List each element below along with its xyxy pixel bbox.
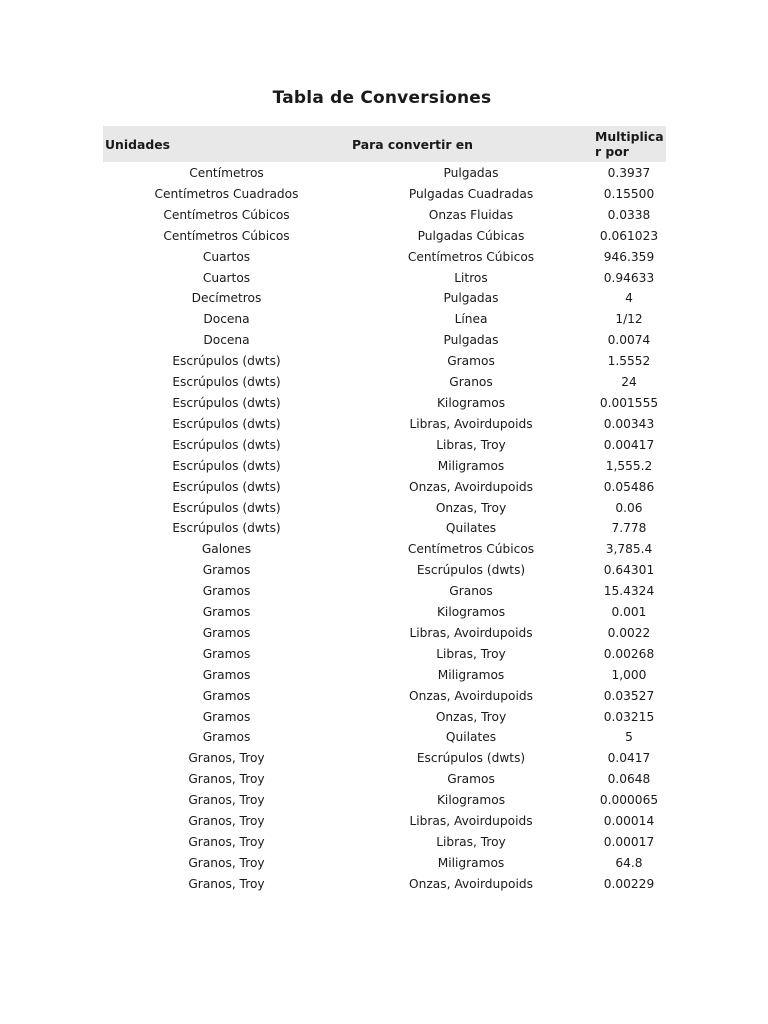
cell-convertir-en: Granos bbox=[449, 375, 493, 390]
cell-unidad: Docena bbox=[203, 333, 250, 348]
cell-multiplicar-por: 64.8 bbox=[615, 855, 643, 870]
table-row bbox=[103, 790, 666, 811]
cell-multiplicar-por: 0.0022 bbox=[607, 625, 651, 640]
cell-multiplicar-por: 946.359 bbox=[603, 249, 655, 264]
cell-multiplicar-por: 24 bbox=[621, 375, 637, 390]
cell-unidad: Centímetros Cúbicos bbox=[163, 207, 290, 222]
cell-convertir-en: Centímetros Cúbicos bbox=[407, 542, 535, 557]
cell-multiplicar-por: 0.0417 bbox=[607, 751, 651, 766]
cell-multiplicar-por: 0.0648 bbox=[607, 772, 651, 787]
table-body bbox=[103, 162, 666, 895]
cell-unidad: Granos, Troy bbox=[188, 835, 265, 849]
cell-convertir-en: Onzas, Troy bbox=[435, 500, 507, 515]
cell-multiplicar-por: 0.64301 bbox=[603, 563, 655, 578]
table-row bbox=[103, 414, 666, 435]
cell-convertir-en: Escrúpulos (dwts) bbox=[416, 563, 526, 578]
cell-convertir-en: Kilogramos bbox=[436, 793, 506, 808]
table-row bbox=[103, 686, 666, 707]
cell-unidad: Escrúpulos (dwts) bbox=[172, 521, 281, 536]
cell-unidad: Escrúpulos (dwts) bbox=[172, 375, 281, 390]
table-row bbox=[103, 623, 666, 644]
cell-convertir-en: Onzas, Avoirdupoids bbox=[409, 688, 533, 703]
cell-multiplicar-por: 0.06 bbox=[615, 500, 643, 515]
table-row bbox=[103, 226, 666, 247]
cell-convertir-en: Quilates bbox=[445, 521, 497, 536]
cell-convertir-en: Gramos bbox=[447, 354, 495, 369]
table-row bbox=[103, 435, 666, 456]
table-row bbox=[103, 205, 666, 226]
cell-convertir-en: Libras, Avoirdupoids bbox=[409, 625, 533, 640]
cell-unidad: Cuartos bbox=[202, 249, 251, 264]
cell-convertir-en: Libras, Avoirdupoids bbox=[409, 814, 533, 829]
table-row bbox=[103, 602, 666, 623]
cell-convertir-en: Libras, Troy bbox=[436, 437, 506, 452]
cell-unidad: Escrúpulos (dwts) bbox=[172, 354, 281, 369]
cell-multiplicar-por: 0.15500 bbox=[603, 186, 655, 201]
cell-convertir-en: Libras, Troy bbox=[436, 646, 506, 661]
cell-multiplicar-por: 7.778 bbox=[611, 521, 647, 536]
column-header-para-convertir-en: Para convertir en bbox=[352, 136, 473, 152]
cell-convertir-en: Litros bbox=[454, 270, 488, 285]
cell-convertir-en: Kilogramos bbox=[436, 395, 506, 410]
cell-multiplicar-por: 0.00343 bbox=[603, 416, 655, 431]
cell-multiplicar-por: 0.001 bbox=[611, 605, 647, 620]
cell-multiplicar-por: 0.05486 bbox=[603, 479, 655, 494]
cell-multiplicar-por: 3,785.4 bbox=[605, 542, 653, 557]
cell-multiplicar-por: 0.0074 bbox=[607, 333, 651, 348]
cell-multiplicar-por: 15.4324 bbox=[603, 584, 655, 599]
table-row bbox=[103, 456, 666, 477]
cell-convertir-en: Onzas, Avoirdupoids bbox=[409, 479, 533, 494]
cell-convertir-en: Quilates bbox=[445, 730, 497, 745]
table-row bbox=[103, 581, 666, 602]
cell-multiplicar-por: 0.03527 bbox=[603, 688, 655, 703]
cell-convertir-en: Centímetros Cúbicos bbox=[407, 249, 535, 264]
table-row bbox=[103, 853, 666, 874]
cell-unidad: Centímetros bbox=[189, 166, 264, 180]
cell-multiplicar-por: 0.00014 bbox=[603, 814, 655, 829]
table-row bbox=[103, 874, 666, 895]
table-row bbox=[103, 247, 666, 268]
table-row bbox=[103, 351, 666, 372]
table-row bbox=[103, 560, 666, 581]
cell-multiplicar-por: 0.94633 bbox=[603, 270, 655, 285]
table-row bbox=[103, 539, 666, 560]
cell-multiplicar-por: 0.000065 bbox=[599, 793, 659, 808]
table-row bbox=[103, 811, 666, 832]
cell-multiplicar-por: 1,555.2 bbox=[605, 458, 653, 473]
table-row bbox=[103, 644, 666, 665]
cell-convertir-en: Línea bbox=[454, 312, 488, 327]
cell-unidad: Escrúpulos (dwts) bbox=[172, 479, 281, 494]
table-row bbox=[103, 477, 666, 498]
cell-unidad: Escrúpulos (dwts) bbox=[172, 500, 281, 515]
cell-convertir-en: Escrúpulos (dwts) bbox=[416, 751, 526, 766]
table-row bbox=[103, 309, 666, 330]
cell-unidad: Granos, Troy bbox=[188, 814, 265, 829]
cell-multiplicar-por: 0.0338 bbox=[607, 207, 651, 222]
table-row bbox=[103, 748, 666, 769]
cell-unidad: Gramos bbox=[202, 563, 251, 578]
cell-unidad: Granos, Troy bbox=[188, 876, 265, 891]
cell-unidad: Escrúpulos (dwts) bbox=[172, 458, 281, 473]
cell-multiplicar-por: 0.00417 bbox=[603, 437, 655, 452]
cell-convertir-en: Onzas, Avoirdupoids bbox=[409, 876, 533, 891]
cell-convertir-en: Pulgadas Cúbicas bbox=[417, 228, 525, 243]
cell-multiplicar-por: 0.00268 bbox=[603, 646, 655, 661]
cell-convertir-en: Onzas, Troy bbox=[435, 709, 507, 724]
table-row bbox=[103, 707, 666, 728]
cell-unidad: Galones bbox=[201, 542, 252, 557]
cell-convertir-en: Granos bbox=[449, 584, 493, 599]
column-header-unidades: Unidades bbox=[105, 136, 171, 152]
column-header-multiplicar-por: Multiplicar por bbox=[595, 129, 664, 159]
cell-unidad: Gramos bbox=[202, 730, 251, 745]
cell-multiplicar-por: 0.3937 bbox=[607, 166, 651, 180]
cell-convertir-en: Miligramos bbox=[437, 855, 505, 870]
cell-multiplicar-por: 5 bbox=[625, 730, 633, 745]
cell-unidad: Gramos bbox=[202, 709, 251, 724]
table-row bbox=[103, 727, 666, 748]
table-row bbox=[103, 288, 666, 309]
cell-convertir-en: Miligramos bbox=[437, 458, 505, 473]
table-row bbox=[103, 518, 666, 539]
cell-convertir-en: Miligramos bbox=[437, 667, 505, 682]
cell-unidad: Gramos bbox=[202, 584, 251, 599]
table-row bbox=[103, 162, 666, 184]
cell-multiplicar-por: 4 bbox=[625, 291, 633, 306]
cell-unidad: Gramos bbox=[202, 646, 251, 661]
cell-unidad: Gramos bbox=[202, 605, 251, 620]
conversion-table bbox=[103, 126, 666, 895]
table-row bbox=[103, 769, 666, 790]
table-row bbox=[103, 372, 666, 393]
cell-convertir-en: Pulgadas Cuadradas bbox=[408, 186, 534, 201]
page-title: Tabla de Conversiones bbox=[272, 88, 492, 108]
cell-unidad: Granos, Troy bbox=[188, 855, 265, 870]
table-row bbox=[103, 832, 666, 853]
cell-convertir-en: Gramos bbox=[447, 772, 495, 787]
cell-unidad: Decímetros bbox=[191, 291, 262, 306]
cell-convertir-en: Kilogramos bbox=[436, 605, 506, 620]
cell-unidad: Granos, Troy bbox=[188, 793, 265, 808]
cell-unidad: Docena bbox=[203, 312, 250, 327]
table-row bbox=[103, 184, 666, 205]
cell-multiplicar-por: 1,000 bbox=[611, 667, 647, 682]
cell-unidad: Gramos bbox=[202, 625, 251, 640]
table-row bbox=[103, 498, 666, 519]
cell-convertir-en: Pulgadas bbox=[443, 291, 499, 306]
cell-unidad: Gramos bbox=[202, 688, 251, 703]
table-row bbox=[103, 330, 666, 351]
cell-unidad: Centímetros Cuadrados bbox=[154, 186, 299, 201]
cell-multiplicar-por: 0.061023 bbox=[599, 228, 659, 243]
cell-multiplicar-por: 1.5552 bbox=[607, 354, 651, 369]
table-row bbox=[103, 393, 666, 414]
cell-unidad: Cuartos bbox=[202, 270, 251, 285]
cell-multiplicar-por: 0.00017 bbox=[603, 835, 655, 849]
table-row bbox=[103, 268, 666, 289]
cell-multiplicar-por: 0.03215 bbox=[603, 709, 655, 724]
cell-multiplicar-por: 0.001555 bbox=[599, 395, 659, 410]
cell-convertir-en: Onzas Fluidas bbox=[428, 207, 514, 222]
cell-unidad: Granos, Troy bbox=[188, 772, 265, 787]
cell-unidad: Escrúpulos (dwts) bbox=[172, 395, 281, 410]
cell-convertir-en: Libras, Avoirdupoids bbox=[409, 416, 533, 431]
table-header-row bbox=[103, 126, 666, 162]
cell-convertir-en: Pulgadas bbox=[443, 333, 499, 348]
cell-unidad: Granos, Troy bbox=[188, 751, 265, 766]
cell-convertir-en: Libras, Troy bbox=[436, 835, 506, 849]
cell-multiplicar-por: 0.00229 bbox=[603, 876, 655, 891]
table-row bbox=[103, 665, 666, 686]
cell-convertir-en: Pulgadas bbox=[443, 166, 499, 180]
cell-unidad: Escrúpulos (dwts) bbox=[172, 437, 281, 452]
cell-unidad: Centímetros Cúbicos bbox=[163, 228, 290, 243]
cell-unidad: Escrúpulos (dwts) bbox=[172, 416, 281, 431]
cell-multiplicar-por: 1/12 bbox=[615, 312, 643, 327]
cell-unidad: Gramos bbox=[202, 667, 251, 682]
